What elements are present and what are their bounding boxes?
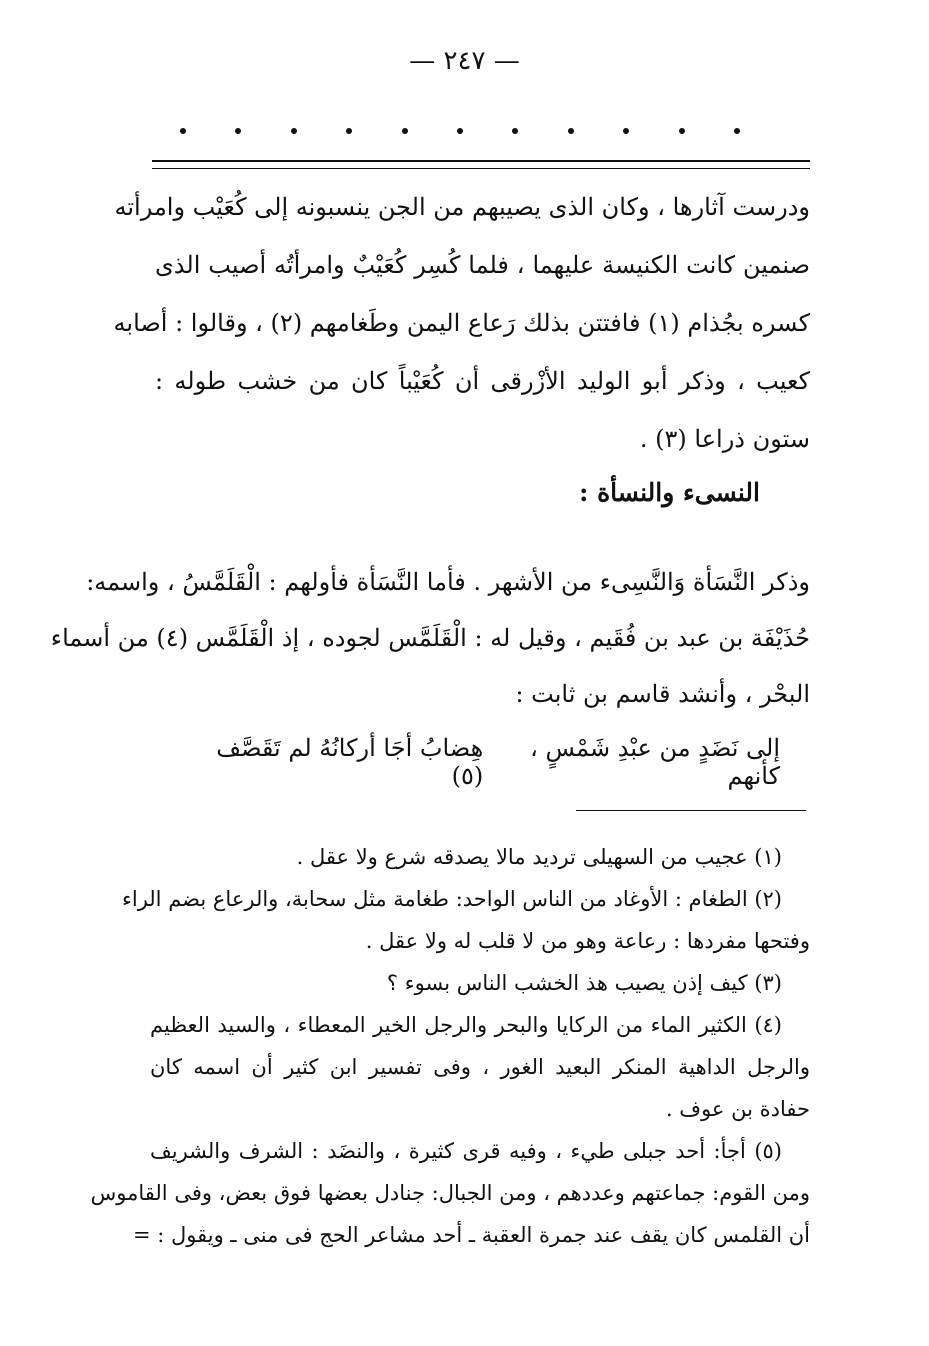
poetry-verse <box>190 734 780 790</box>
text-line: البحْر ، وأنشد قاسم بن ثابت : <box>515 680 810 708</box>
text-line: صنمين كانت الكنيسة عليهما ، فلما كُسِر كُعَيْبٌ وامرأتُه أصيب الذى <box>155 251 810 279</box>
ornament-dot <box>512 128 518 134</box>
ornament-dot <box>291 128 297 134</box>
footnote-line: والرجل الداهية المنكر البعيد الغور ، وفى تفسير ابن كثير أن اسمه كان <box>150 1055 810 1079</box>
footnote-5 <box>90 1130 810 1256</box>
ornament-dots <box>180 128 740 134</box>
footnote-line: (٣) كيف إذن يصيب هذ الخشب الناس بسوء ؟ <box>386 971 782 995</box>
text-line: كسره بجُذام (١) فافتتن بذلك رَعاع اليمن وطَغامهم (٢) ، وقالوا : أصابه <box>113 309 810 337</box>
ornament-dot <box>457 128 463 134</box>
footnote-4 <box>150 1004 810 1130</box>
ornament-dot <box>679 128 685 134</box>
main-paragraph <box>113 178 810 468</box>
ornament-dot <box>623 128 629 134</box>
footnote-line: (٤) الكثير الماء من الركايا والبحر والرجل الخير المعطاء ، والسيد العظيم <box>150 1013 782 1037</box>
footnote-line: أن القلمس كان يقف عند جمرة العقبة ـ أحد مشاعر الحج فى منى ـ ويقول : = <box>133 1223 810 1247</box>
footnote-line: (٢) الطغام : الأوغاد من الناس الواحد: طغامة مثل سحابة، والرعاع بضم الراء <box>121 887 782 911</box>
text-line: ستون ذراعا (٣) . <box>639 425 810 453</box>
verse-hemistich-second: هِضابُ أجَا أركانُهُ لم تَقَصَّف (٥) <box>216 734 484 790</box>
text-line: وذكر النَّسَأة وَالنَّسِىء من الأشهر . فأما النَّسَأة فأولهم : الْقَلَمَّسُ ، واسمه: <box>86 568 810 596</box>
ornament-dot <box>180 128 186 134</box>
footnote-line: حفادة بن عوف . <box>665 1097 810 1121</box>
footnote-3 <box>150 962 810 1004</box>
page-number: — ٢٤٧ — <box>409 46 520 76</box>
ornament-dot <box>568 128 574 134</box>
footnote-2 <box>121 878 810 962</box>
ornament-dot <box>734 128 740 134</box>
footnote-line: ومن القوم: جماعتهم وعددهم ، ومن الجبال: جنادل بعضها فوق بعض، وفى القاموس <box>90 1181 810 1205</box>
footnote-line: وفتحها مفردها : رعاعة وهو من لا قلب له ولا عقل . <box>365 929 810 953</box>
text-line: كعيب ، وذكر أبو الوليد الأزْرقى أن كُعَيْباً كان من خشب طوله : <box>155 367 810 395</box>
ornament-dot <box>402 128 408 134</box>
second-paragraph <box>50 554 810 722</box>
ornament-dot <box>346 128 352 134</box>
text-line: ودرست آثارها ، وكان الذى يصيبهم من الجن ينسبونه إلى كُعَيْب وامرأته <box>114 193 810 221</box>
footnote-line: (١) عجيب من السهيلى ترديد مالا يصدقه شرع ولا عقل . <box>296 845 782 869</box>
footnote-line: (٥) أجأ: أحد جبلى طيء ، وفيه قرى كثيرة ، والنضَد : الشرف والشريف <box>150 1139 782 1163</box>
section-heading: النسىء والنسأة : <box>579 478 760 507</box>
footnote-separator <box>576 810 806 811</box>
text-line: حُذَيْفَة بن عبد بن فُقَيم ، وقيل له : الْقَلَمَّس لجوده ، إذ الْقَلَمَّس (٤) من أسماء <box>50 624 810 652</box>
verse-hemistich-first: إلى نَضَدٍ من عبْدِ شَمْسٍ ، كأنهم <box>530 734 780 790</box>
ornament-dot <box>235 128 241 134</box>
footnote-1 <box>150 836 810 878</box>
footnotes <box>90 836 810 1256</box>
header-rule-secondary <box>152 168 810 169</box>
header-rule <box>152 160 810 162</box>
